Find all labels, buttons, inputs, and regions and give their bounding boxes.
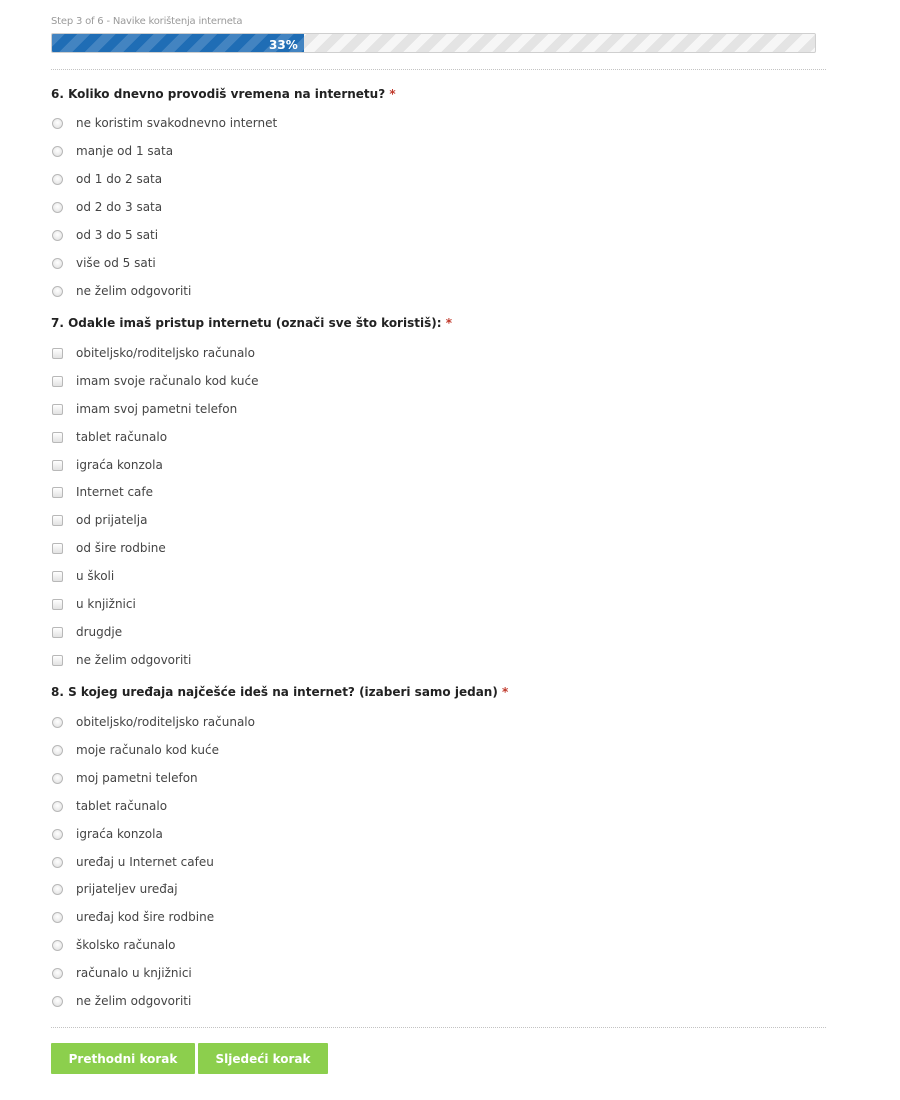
checkbox[interactable]: [52, 376, 63, 387]
option-label: ne koristim svakodnevno internet: [76, 116, 278, 130]
checkbox[interactable]: [52, 348, 63, 359]
option-label: tablet računalo: [76, 799, 168, 813]
radio-button[interactable]: [52, 968, 63, 979]
q8-option[interactable]: [52, 713, 255, 731]
q6-option[interactable]: [52, 114, 277, 132]
checkbox[interactable]: [52, 543, 63, 554]
radio-button[interactable]: [52, 258, 63, 269]
checkbox[interactable]: [52, 515, 63, 526]
radio-button[interactable]: [52, 773, 63, 784]
option-label: obiteljsko/roditeljsko računalo: [76, 715, 255, 729]
q7-option[interactable]: [52, 344, 255, 362]
option-label: od prijatelja: [76, 513, 148, 527]
option-label: školsko računalo: [76, 938, 176, 952]
checkbox[interactable]: [52, 404, 63, 415]
q8-option[interactable]: [52, 853, 214, 871]
required-marker: *: [445, 316, 452, 330]
top-divider: [51, 69, 826, 70]
radio-button[interactable]: [52, 230, 63, 241]
option-label: od 2 do 3 sata: [76, 200, 163, 214]
option-label: računalo u knjižnici: [76, 966, 192, 980]
radio-button[interactable]: [52, 996, 63, 1007]
option-label: ne želim odgovoriti: [76, 994, 192, 1008]
q6-option[interactable]: [52, 198, 162, 216]
progress-fill: [52, 34, 304, 52]
option-label: tablet računalo: [76, 430, 168, 444]
q7-option[interactable]: [52, 483, 153, 501]
radio-button[interactable]: [52, 202, 63, 213]
option-label: igraća konzola: [76, 827, 163, 841]
option-label: uređaj kod šire rodbine: [76, 910, 215, 924]
previous-step-button[interactable]: Prethodni korak: [51, 1043, 195, 1074]
radio-button[interactable]: [52, 912, 63, 923]
checkbox[interactable]: [52, 460, 63, 471]
q7-option[interactable]: [52, 651, 191, 669]
option-label: od 1 do 2 sata: [76, 172, 163, 186]
option-label: u knjižnici: [76, 597, 136, 611]
question-8-title: 8. S kojeg uređaja najčešće ideš na internet? (izaberi samo jedan) *: [51, 685, 509, 699]
q8-option[interactable]: [52, 797, 167, 815]
progress-bar: [51, 33, 816, 53]
q8-option[interactable]: [52, 908, 214, 926]
q7-option[interactable]: [52, 428, 167, 446]
option-label: uređaj u Internet cafeu: [76, 855, 214, 869]
option-label: manje od 1 sata: [76, 144, 174, 158]
option-label: od šire rodbine: [76, 541, 166, 555]
q8-option[interactable]: [52, 964, 192, 982]
option-label: moj pametni telefon: [76, 771, 198, 785]
option-label: igraća konzola: [76, 458, 163, 472]
progress-percent: 33%: [269, 38, 298, 52]
q7-option[interactable]: [52, 539, 166, 557]
checkbox[interactable]: [52, 627, 63, 638]
q7-option[interactable]: [52, 456, 163, 474]
radio-button[interactable]: [52, 286, 63, 297]
q7-option[interactable]: [52, 372, 259, 390]
option-label: više od 5 sati: [76, 256, 156, 270]
next-step-button[interactable]: Sljedeći korak: [198, 1043, 328, 1074]
checkbox[interactable]: [52, 487, 63, 498]
q6-option[interactable]: [52, 254, 156, 272]
q8-option[interactable]: [52, 769, 198, 787]
checkbox[interactable]: [52, 599, 63, 610]
radio-button[interactable]: [52, 118, 63, 129]
q8-option[interactable]: [52, 880, 178, 898]
q6-option[interactable]: [52, 282, 191, 300]
option-label: obiteljsko/roditeljsko računalo: [76, 346, 255, 360]
option-label: imam svoje računalo kod kuće: [76, 374, 259, 388]
option-label: Internet cafe: [76, 485, 154, 499]
question-7-title: 7. Odakle imaš pristup internetu (označi sve što koristiš): *: [51, 316, 452, 330]
option-label: u školi: [76, 569, 115, 583]
q8-option[interactable]: [52, 936, 176, 954]
q7-option[interactable]: [52, 511, 147, 529]
checkbox[interactable]: [52, 571, 63, 582]
option-label: moje računalo kod kuće: [76, 743, 219, 757]
radio-button[interactable]: [52, 745, 63, 756]
q6-option[interactable]: [52, 170, 162, 188]
option-label: drugdje: [76, 625, 123, 639]
required-marker: *: [389, 87, 396, 101]
radio-button[interactable]: [52, 717, 63, 728]
q7-option[interactable]: [52, 400, 237, 418]
q7-option[interactable]: [52, 623, 122, 641]
radio-button[interactable]: [52, 174, 63, 185]
q8-option[interactable]: [52, 741, 219, 759]
checkbox[interactable]: [52, 432, 63, 443]
radio-button[interactable]: [52, 940, 63, 951]
option-label: prijateljev uređaj: [76, 882, 178, 896]
radio-button[interactable]: [52, 829, 63, 840]
radio-button[interactable]: [52, 801, 63, 812]
question-6-title: 6. Koliko dnevno provodiš vremena na internetu? *: [51, 87, 396, 101]
option-label: ne želim odgovoriti: [76, 653, 192, 667]
step-indicator: Step 3 of 6 - Navike korištenja interneta: [51, 16, 243, 27]
radio-button[interactable]: [52, 146, 63, 157]
checkbox[interactable]: [52, 655, 63, 666]
q8-option[interactable]: [52, 992, 191, 1010]
bottom-divider: [51, 1027, 826, 1028]
q7-option[interactable]: [52, 567, 114, 585]
required-marker: *: [502, 685, 509, 699]
option-label: od 3 do 5 sati: [76, 228, 159, 242]
q8-option[interactable]: [52, 825, 163, 843]
q6-option[interactable]: [52, 226, 158, 244]
q7-option[interactable]: [52, 595, 136, 613]
radio-button[interactable]: [52, 884, 63, 895]
radio-button[interactable]: [52, 857, 63, 868]
q6-option[interactable]: [52, 142, 173, 160]
option-label: ne želim odgovoriti: [76, 284, 192, 298]
option-label: imam svoj pametni telefon: [76, 402, 238, 416]
